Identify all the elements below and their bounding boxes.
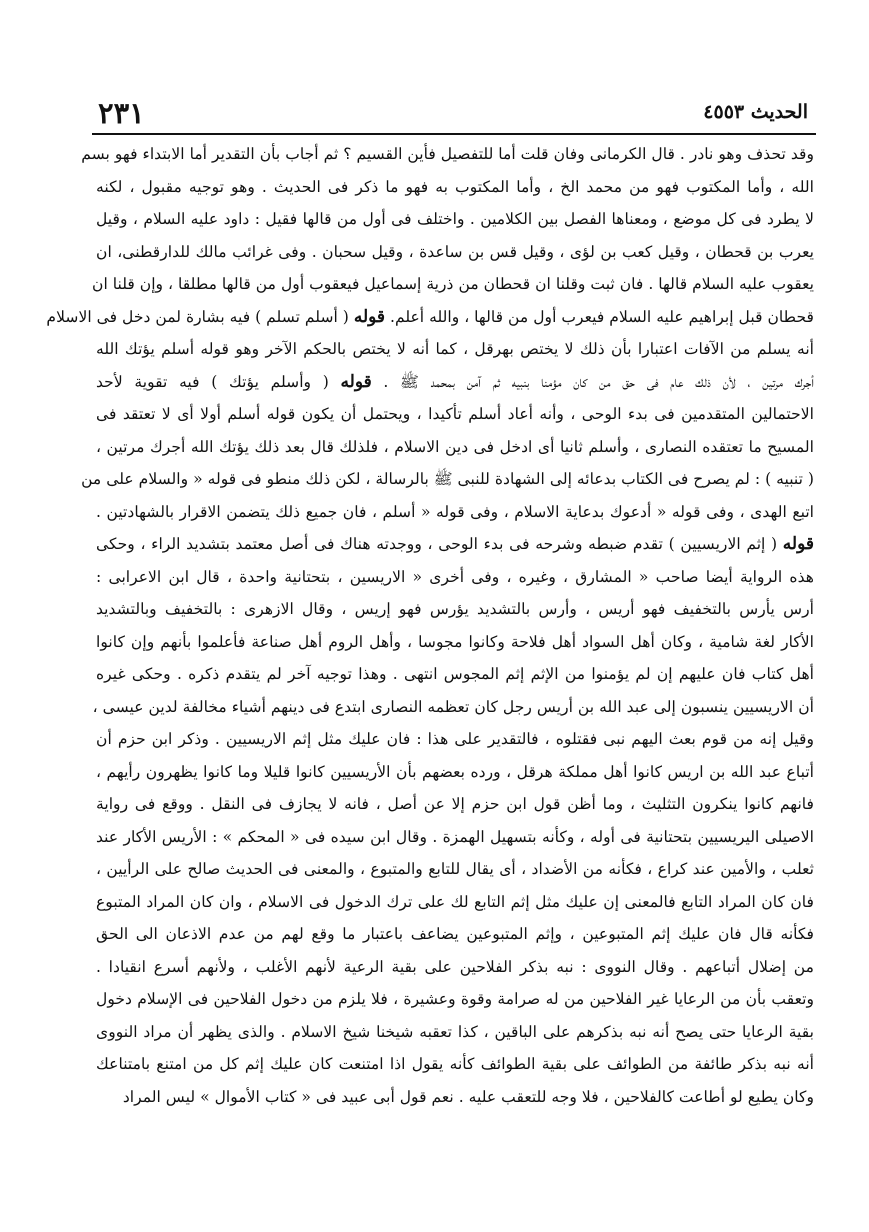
qawluhu-keyword: قوله: [353, 306, 386, 327]
text-segment: ( تنبيه ) : لم يصرح فى الكتاب بدعائه إلى الشهادة للنبى ﷺ بالرسالة ، لكن ذلك منطو فى قوله « والسلام على من: [81, 470, 814, 488]
text-line: [81, 463, 814, 496]
text-segment: أنه يسلم من الآفات اعتبارا بأن ذلك لا يختص بهرقل ، كما أنه لا يختص بالحكم الآخر وهو قوله أسلم يؤتك الله: [96, 340, 814, 358]
text-segment: وقيل إنه من قوم بعث اليهم نبى فقتلوه ، فالتقدير على هذا : فان عليك مثل إثم الاريسيين . وذكر ابن حزم أن: [96, 730, 814, 748]
text-line: [46, 301, 814, 334]
commentary-text: [46, 138, 815, 1208]
text-line: [96, 853, 814, 886]
text-segment: الأكار لغة شامية ، وكان أهل السواد أهل فلاحة وكانوا مجوسا ، وأهل الروم أهل صناعة فأعلموا بأنهم وإن كانوا: [96, 632, 814, 651]
text-segment: فانهم كانوا ينكرون التثليث ، وما أظن قول ابن حزم إلا عن أصل ، فانه لا يجازف فى النقل . ووقع فى رواية: [96, 795, 814, 813]
text-segment: الاصيلى اليريسيين بتحتانية فى أوله ، وكأنه بتسهيل الهمزة . وقال ابن سيده فى « المحكم » : الأريس الأكار عند: [96, 827, 814, 846]
qawluhu-keyword: قوله: [782, 534, 814, 554]
text-segment: وقد تحذف وهو نادر . قال الكرمانى وفان قلت أما للتفصيل فأين القسيم ؟ ثم أجاب بأن التقدير أما الابتداء فهو بسم: [81, 145, 814, 163]
text-segment: لا يطرد فى كل موضع ، ومعناها الفصل بين الكلامين . واختلف فى أول من قالها فقيل : داود عليه السلام ، وقيل: [96, 210, 814, 228]
text-segment: ( أسلم تسلم ) فيه بشارة لمن دخل فى الاسلام: [46, 307, 354, 326]
text-line: [92, 268, 814, 301]
page-number: ٢٣١: [98, 96, 145, 130]
text-line: [96, 1016, 814, 1049]
text-line: [96, 658, 814, 691]
running-head: الحديث ٤٥٥٣: [703, 101, 808, 123]
text-segment: أرس يأرس بالتخفيف فهو أريس ، وأرس بالتشديد يؤرس فهو إريس ، وقال الازهرى : بالتخفيف وبالتشديد: [96, 600, 814, 618]
text-segment: فكأنه قال فان عليك إثم المتبوعين ، وإثم المتبوعين يضاعف باعتبار ما وقع لهم من عدم الاذعان الى الحق: [96, 925, 814, 943]
page-header: [92, 92, 814, 134]
text-line: [96, 821, 814, 854]
text-line: [96, 756, 814, 789]
text-line: [96, 528, 814, 561]
text-segment: أجرك مرتين ، لأن ذلك عام فى حق من كان مؤمنا بنبيه ثم آمن بمحمد ﷺ .: [371, 372, 815, 391]
text-segment: المسيح ما تعتقده النصارى ، وأسلم ثانيا أى ادخل فى دين الاسلام ، فلذلك قال بعد ذلك يؤتك الله أجرك مرتين ،: [96, 437, 814, 456]
text-line: [96, 951, 814, 984]
text-segment: ثعلب ، والأمين عند كراع ، فكأنه من الأضداد ، أى يقال للتابع والمتبوع ، والمعنى فى الحديث صالح على الرأيين ،: [96, 860, 814, 878]
text-segment: أهل كتاب فان عليهم إن لم يؤمنوا من الإثم إثم المجوس انتهى . وهذا توجيه آخر لم يتقدم ذكره . وحكى غيره: [96, 665, 814, 683]
text-line: [96, 171, 814, 204]
text-line: [96, 203, 814, 236]
text-line: [96, 886, 814, 919]
text-line: [96, 1081, 814, 1114]
text-segment: من إضلال أتباعهم . وقال النووى : نبه بذكر الفلاحين على بقية الرعية لأنهم الأغلب ، ولأنهم أسرع انقيادا .: [96, 957, 814, 976]
text-line: [96, 788, 814, 821]
text-line: [96, 593, 814, 626]
text-line: [96, 236, 814, 269]
text-line: [81, 138, 814, 171]
text-line: [96, 918, 814, 951]
text-line: [96, 496, 814, 529]
text-line: [92, 691, 814, 724]
text-segment: هذه الرواية أيضا صاحب « المشارق ، وغيره ، وفى أخرى « الاريسين ، بتحتانية واحدة ، قال ابن الاعرابى :: [96, 567, 814, 586]
text-segment: اتبع الهدى ، وفى قوله « أدعوك بدعاية الاسلام ، وفى قوله « أسلم ، فان جميع ذلك يتضمن الاقرار بالشهادتين .: [96, 502, 814, 521]
qawluhu-keyword: قوله: [340, 371, 372, 392]
text-segment: أنه نبه بذكر طائفة من الطوائف على بقية الطوائف كأنه يقول اذا امتنعت كان عليك إثم كل من امتنع بامتناعك: [96, 1055, 814, 1073]
text-segment: الله ، وأما المكتوب فهو من محمد الخ ، وأما المكتوب به فهو ما ذكر فى الحديث . وهو توجيه مقبول ، لكنه: [96, 177, 814, 196]
text-segment: وكان يطيع لو أطاعت كالفلاحين ، فلا وجه للتعقب عليه . نعم قول أبى عبيد فى « كتاب الأموال » ليس المراد: [122, 1087, 814, 1106]
text-line: [96, 398, 814, 431]
text-line: [96, 431, 814, 464]
text-segment: ( إثم الاريسيين ) تقدم ضبطه وشرحه فى بدء الوحى ، ووجدته هناك فى أصل معتمد بتشديد الراء ، وحكى: [96, 535, 783, 553]
text-segment: فان كان المراد التابع فالمعنى إن عليك مثل إثم التابع لك على ترك الدخول فى الاسلام ، وان كان المراد المتبوع: [96, 892, 814, 911]
text-segment: أتباع عبد الله بن اريس كانوا أهل مملكة هرقل ، ورده بعضهم بأن الأريسيين كانوا قليلا وما كانوا يظهرون رأيهم ،: [96, 762, 814, 781]
text-segment: الاحتمالين المتقدمين فى بدء الوحى ، وأنه أعاد أسلم تأكيدا ، ويحتمل أن يكون قوله أسلم أولا أى لا تعتقد فى: [96, 405, 814, 423]
text-segment: يعرب بن قحطان ، وقيل كعب بن لؤى ، وقيل قس بن ساعدة ، وقيل سحبان . وفى غرائب مالك للدارقطنى، ان: [96, 242, 814, 261]
text-line: [96, 1048, 814, 1081]
text-segment: يعقوب عليه السلام قالها . فان ثبت وقلنا ان قحطان من ذرية إسماعيل فيعقوب أول من قالها مطلقا ، وإن قلنا ان: [92, 275, 814, 293]
text-line: [96, 723, 814, 756]
text-segment: بقية الرعايا حتى يصح أنه نبه بذكرهم على الباقين ، كذا تعقبه شيخنا شيخ الاسلام . والذى يظهر أن مراد النووى: [96, 1022, 814, 1041]
text-line: [96, 366, 814, 399]
text-segment: قحطان قبل إبراهيم عليه السلام فيعرب أول من قالها ، والله أعلم.: [385, 307, 814, 326]
text-line: [96, 561, 814, 594]
text-line: [96, 983, 814, 1016]
text-segment: ( وأسلم يؤتك ) فيه تقوية لأحد: [96, 372, 341, 391]
header-rule: [92, 133, 816, 135]
text-line: [96, 333, 814, 366]
text-segment: أن الاريسيين ينسبون إلى عبد الله بن أريس رجل كان تعظمه النصارى ابتدع فى دينهم أشياء مخالفة لدين عيسى ،: [92, 697, 814, 716]
text-line: [96, 626, 814, 659]
text-segment: وتعقب بأن من الرعايا غير الفلاحين من له صرامة وقوة وعشيرة ، فلا يلزم من دخول الفلاحين فى الإسلام دخول: [96, 990, 814, 1008]
